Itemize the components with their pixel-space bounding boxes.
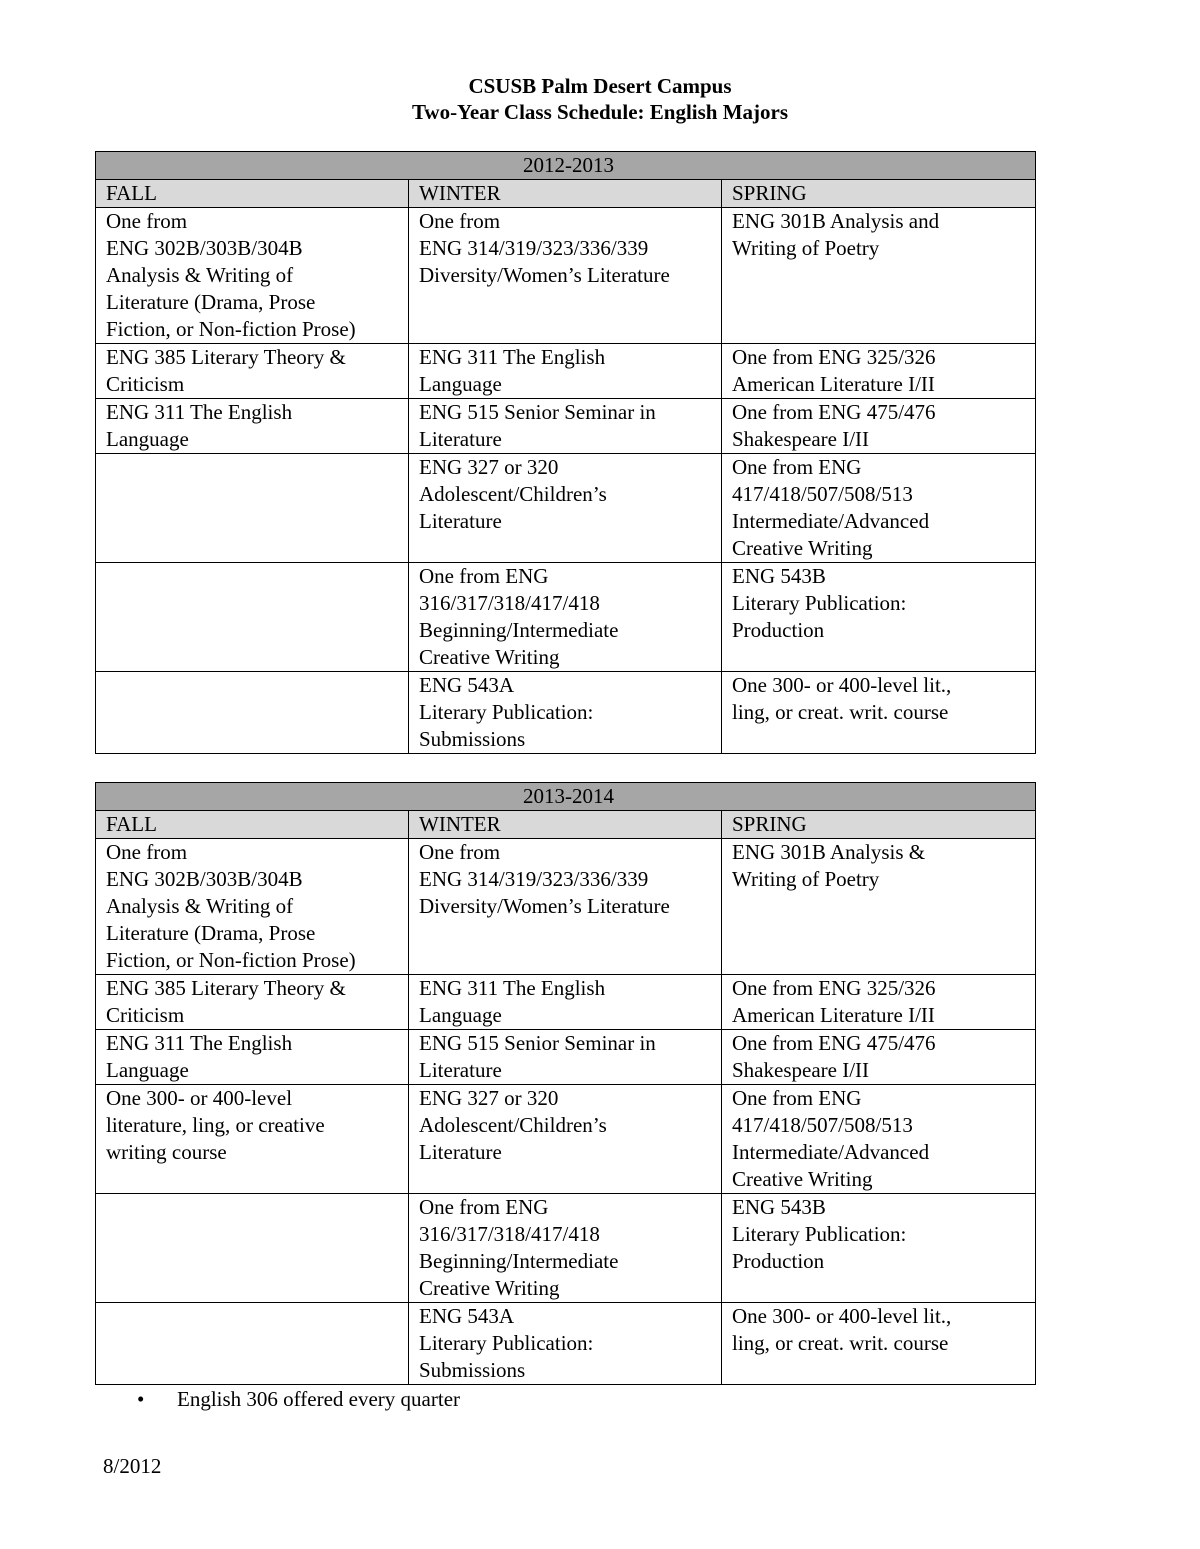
footer-date: 8/2012 — [103, 1454, 162, 1478]
spring-course-cell: ENG 543B Literary Publication: Production — [722, 563, 1036, 672]
table-row — [96, 975, 1036, 1030]
fall-course-cell — [96, 563, 409, 672]
fall-course-cell — [96, 672, 409, 754]
table-row — [96, 344, 1036, 399]
winter-course-cell: One from ENG 316/317/318/417/418 Beginning/Intermediate Creative Writing — [409, 563, 722, 672]
spring-course-cell: One 300- or 400-level lit., ling, or creat. writ. course — [722, 1303, 1036, 1385]
spring-course-cell: One from ENG 475/476 Shakespeare I/II — [722, 1030, 1036, 1085]
column-header-winter: WINTER — [409, 180, 722, 208]
winter-course-cell: ENG 543A Literary Publication: Submissions — [409, 1303, 722, 1385]
column-header-fall: FALL — [96, 811, 409, 839]
spring-course-cell: ENG 301B Analysis & Writing of Poetry — [722, 839, 1036, 975]
fall-course-cell: ENG 385 Literary Theory & Criticism — [96, 344, 409, 399]
fall-course-cell — [96, 1194, 409, 1303]
table-row — [96, 454, 1036, 563]
note-text: English 306 offered every quarter — [177, 1387, 461, 1411]
schedule-table-2013-2014 — [95, 782, 1036, 1385]
fall-course-cell: One from ENG 302B/303B/304B Analysis & Writing of Literature (Drama, Prose Fiction, or Non-fiction Prose) — [96, 839, 409, 975]
winter-course-cell: ENG 311 The English Language — [409, 344, 722, 399]
fall-course-cell: One 300- or 400-level literature, ling, or creative writing course — [96, 1085, 409, 1194]
winter-course-cell: ENG 515 Senior Seminar in Literature — [409, 399, 722, 454]
table-row — [96, 208, 1036, 344]
table-row — [96, 563, 1036, 672]
spring-course-cell: One from ENG 417/418/507/508/513 Intermediate/Advanced Creative Writing — [722, 1085, 1036, 1194]
spring-course-cell: One from ENG 475/476 Shakespeare I/II — [722, 399, 1036, 454]
table-row — [96, 399, 1036, 454]
winter-course-cell: One from ENG 314/319/323/336/339 Diversity/Women’s Literature — [409, 208, 722, 344]
winter-course-cell: ENG 543A Literary Publication: Submissions — [409, 672, 722, 754]
winter-course-cell: ENG 515 Senior Seminar in Literature — [409, 1030, 722, 1085]
fall-course-cell — [96, 1303, 409, 1385]
year-heading: 2012-2013 — [96, 152, 1036, 180]
table-row — [96, 1085, 1036, 1194]
schedule-table-2012-2013 — [95, 151, 1036, 754]
table-row — [96, 1030, 1036, 1085]
fall-course-cell: ENG 311 The English Language — [96, 1030, 409, 1085]
table-row — [96, 1194, 1036, 1303]
column-header-fall: FALL — [96, 180, 409, 208]
document-subtitle: Two-Year Class Schedule: English Majors — [411, 100, 789, 124]
spring-course-cell: ENG 543B Literary Publication: Production — [722, 1194, 1036, 1303]
winter-course-cell: ENG 327 or 320 Adolescent/Children’s Literature — [409, 454, 722, 563]
winter-course-cell: One from ENG 314/319/323/336/339 Diversity/Women’s Literature — [409, 839, 722, 975]
year-heading: 2013-2014 — [96, 783, 1036, 811]
table-row — [96, 839, 1036, 975]
column-header-spring: SPRING — [722, 180, 1036, 208]
fall-course-cell: One from ENG 302B/303B/304B Analysis & Writing of Literature (Drama, Prose Fiction, or Non-fiction Prose) — [96, 208, 409, 344]
table-row — [96, 672, 1036, 754]
fall-course-cell: ENG 311 The English Language — [96, 399, 409, 454]
fall-course-cell: ENG 385 Literary Theory & Criticism — [96, 975, 409, 1030]
fall-course-cell — [96, 454, 409, 563]
winter-course-cell: One from ENG 316/317/318/417/418 Beginning/Intermediate Creative Writing — [409, 1194, 722, 1303]
spring-course-cell: ENG 301B Analysis and Writing of Poetry — [722, 208, 1036, 344]
spring-course-cell: One from ENG 417/418/507/508/513 Intermediate/Advanced Creative Writing — [722, 454, 1036, 563]
winter-course-cell: ENG 327 or 320 Adolescent/Children’s Literature — [409, 1085, 722, 1194]
table-row — [96, 1303, 1036, 1385]
document-title: CSUSB Palm Desert Campus — [468, 74, 732, 98]
column-header-spring: SPRING — [722, 811, 1036, 839]
note-item — [137, 1386, 460, 1413]
spring-course-cell: One from ENG 325/326 American Literature I/II — [722, 344, 1036, 399]
spring-course-cell: One 300- or 400-level lit., ling, or creat. writ. course — [722, 672, 1036, 754]
column-header-winter: WINTER — [409, 811, 722, 839]
bullet-icon: • — [137, 1387, 145, 1411]
winter-course-cell: ENG 311 The English Language — [409, 975, 722, 1030]
spring-course-cell: One from ENG 325/326 American Literature I/II — [722, 975, 1036, 1030]
